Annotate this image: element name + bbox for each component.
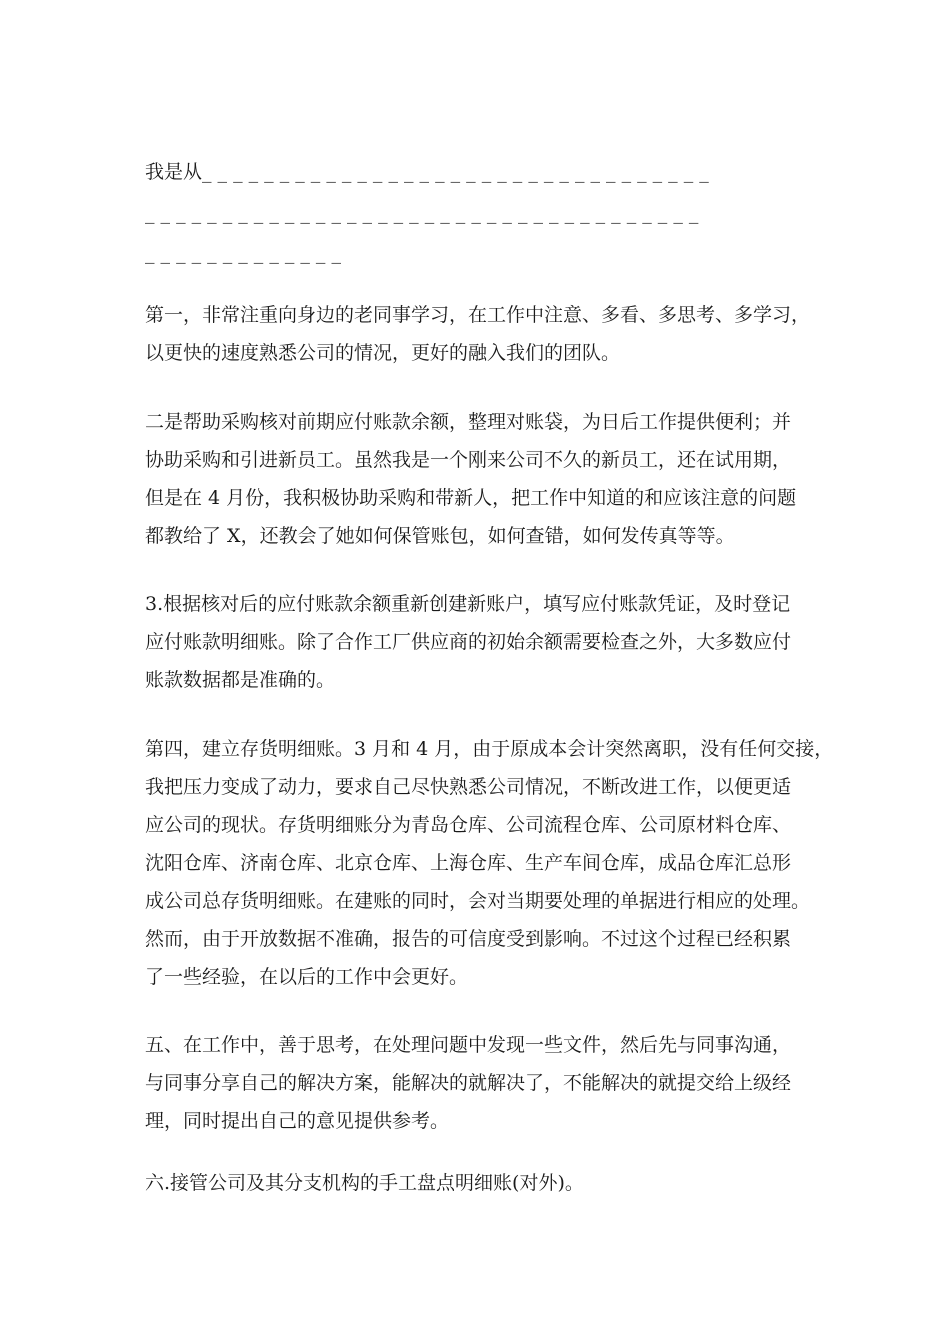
p2-line-4: 都教给了 X，还教会了她如何保管账包，如何查错，如何发传真等等。	[145, 525, 735, 547]
p4-line-3: 应公司的现状。存货明细账分为青岛仓库、公司流程仓库、公司原材料仓库、	[145, 814, 792, 836]
p2-line-1: 二是帮助采购核对前期应付账款余额，整理对账袋，为日后工作提供便利；并	[145, 411, 792, 433]
p2-line-2: 协助采购和引进新员工。虽然我是一个刚来公司不久的新员工，还在试用期，	[145, 449, 792, 471]
p1-line-1: 第一，非常注重向身边的老同事学习，在工作中注意、多看、多思考、多学习，	[145, 304, 811, 326]
p4-line-7: 了一些经验，在以后的工作中会更好。	[145, 966, 469, 988]
p3-line-3: 账款数据都是准确的。	[145, 669, 336, 691]
p4-line-4: 沈阳仓库、济南仓库、北京仓库、上海仓库、生产车间仓库，成品仓库汇总形	[145, 852, 792, 874]
intro-line-1: 我是从_ _ _ _ _ _ _ _ _ _ _ _ _ _ _ _ _ _ _ _ _ _ _ _ _ _ _ _ _ _ _ _ _	[145, 161, 709, 183]
p6-line-1: 六.接管公司及其分支机构的手工盘点明细账(对外)。	[145, 1172, 584, 1194]
p5-line-2: 与同事分享自己的解决方案，能解决的就解决了，不能解决的就提交给上级经	[145, 1072, 792, 1094]
p4-line-5: 成公司总存货明细账。在建账的同时，会对当期要处理的单据进行相应的处理。	[145, 890, 811, 912]
intro-line-2: _ _ _ _ _ _ _ _ _ _ _ _ _ _ _ _ _ _ _ _ _ _ _ _ _ _ _ _ _ _ _ _ _ _ _ _	[145, 202, 699, 224]
p4-line-2: 我把压力变成了动力，要求自己尽快熟悉公司情况，不断改进工作，以便更适	[145, 776, 792, 798]
p5-line-1: 五、在工作中，善于思考，在处理问题中发现一些文件，然后先与同事沟通，	[145, 1034, 792, 1056]
p2-line-3: 但是在 4 月份，我积极协助采购和带新人，把工作中知道的和应该注意的问题	[145, 487, 797, 509]
p4-line-6: 然而，由于开放数据不准确，报告的可信度受到影响。不过这个过程已经积累	[145, 928, 792, 950]
intro-line-3: _ _ _ _ _ _ _ _ _ _ _ _ _	[145, 242, 341, 264]
p3-line-2: 应付账款明细账。除了合作工厂供应商的初始余额需要检查之外，大多数应付	[145, 631, 792, 653]
p3-line-1: 3.根据核对后的应付账款余额重新创建新账户，填写应付账款凭证，及时登记	[145, 593, 791, 615]
p5-line-3: 理，同时提出自己的意见提供参考。	[145, 1110, 450, 1132]
p1-line-2: 以更快的速度熟悉公司的情况，更好的融入我们的团队。	[145, 342, 621, 364]
p4-line-1: 第四，建立存货明细账。3 月和 4 月，由于原成本会计突然离职，没有任何交接，	[145, 738, 834, 760]
